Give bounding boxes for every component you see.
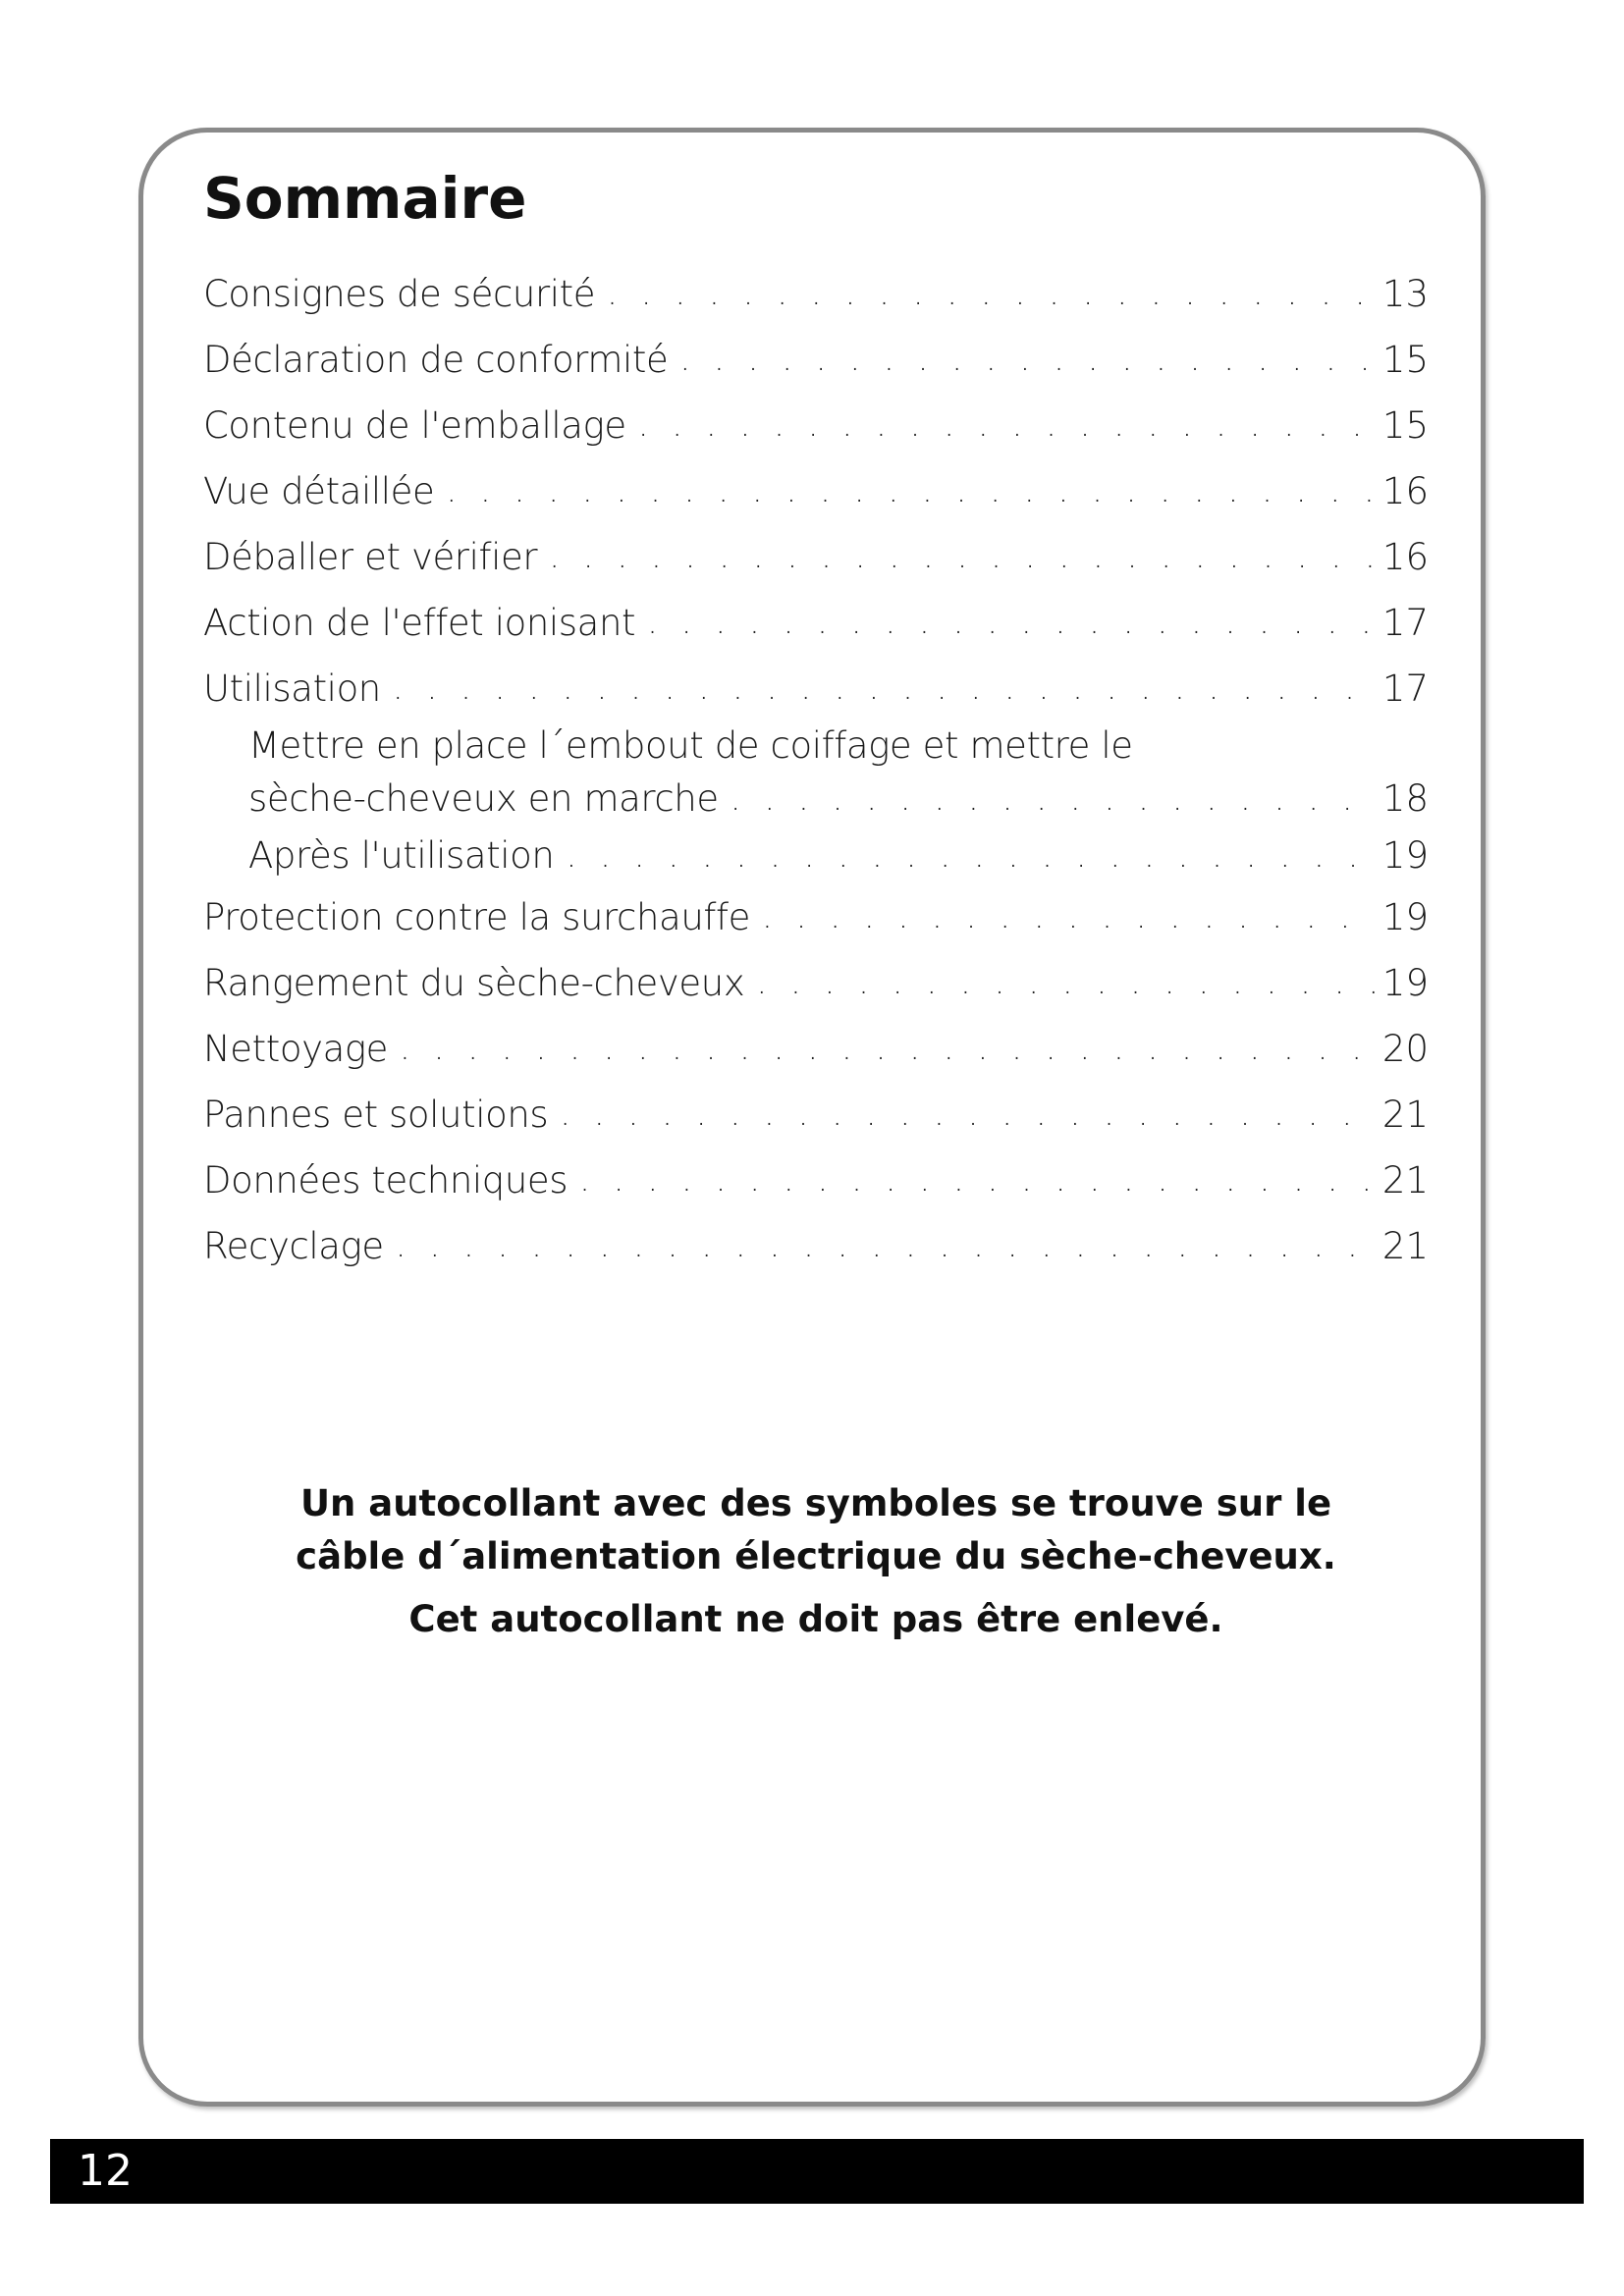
toc-entry-page: 17	[1381, 667, 1429, 710]
toc-entry[interactable]	[203, 884, 1429, 950]
toc-entry[interactable]	[203, 393, 1429, 458]
toc-entry-page: 16	[1381, 470, 1429, 512]
toc-leader-dots	[400, 1016, 1377, 1082]
toc-entry-label: Déballer et vérifier	[203, 536, 538, 578]
toc-leader-dots	[549, 524, 1377, 590]
toc-entry-page: 21	[1381, 1094, 1429, 1136]
toc-entry-page: 20	[1381, 1028, 1429, 1070]
toc-subentry-label: sèche-cheveux en marche	[248, 777, 719, 820]
toc-leader-dots	[566, 828, 1376, 884]
toc-entry-page: 18	[1381, 777, 1429, 820]
toc-entry[interactable]	[203, 458, 1429, 524]
toc-entry-page: 21	[1381, 1225, 1429, 1267]
toc-leader-dots	[607, 261, 1377, 327]
toc-entry-page: 16	[1381, 536, 1429, 578]
toc-leader-dots	[393, 656, 1377, 721]
toc-entry[interactable]	[203, 1082, 1429, 1148]
toc-leader-dots	[762, 884, 1377, 950]
toc-entry-label: Vue détaillée	[203, 470, 435, 512]
toc-entry[interactable]	[203, 327, 1429, 393]
toc-entry-label: Contenu de l'emballage	[203, 404, 626, 447]
notice-line: Un autocollant avec des symboles se trouve sur le	[299, 1482, 1332, 1524]
toc-entry-label: Recyclage	[203, 1225, 384, 1267]
toc-entry[interactable]	[203, 950, 1429, 1016]
toc-entry-label: Pannes et solutions	[203, 1094, 549, 1136]
toc-leader-dots	[647, 590, 1377, 656]
notice-line: câble d´alimentation électrique du sèche-cheveux.	[296, 1535, 1336, 1577]
toc-entry-label: Nettoyage	[203, 1028, 389, 1070]
toc-entry[interactable]	[203, 1213, 1429, 1279]
toc-leader-dots	[396, 1213, 1377, 1279]
toc-leader-dots	[731, 771, 1377, 828]
toc-entry-label: Données techniques	[203, 1159, 568, 1201]
toc-entry[interactable]	[203, 524, 1429, 590]
table-of-contents	[203, 261, 1429, 1279]
toc-entry[interactable]	[203, 1016, 1429, 1082]
toc-leader-dots	[679, 327, 1377, 393]
sticker-notice	[203, 1477, 1429, 1646]
toc-entry-label: Protection contre la surchauffe	[203, 896, 750, 938]
toc-subentry[interactable]	[203, 721, 1429, 771]
toc-entry-page: 15	[1381, 404, 1429, 447]
toc-subentry-label: Mettre en place l´embout de coiffage et mettre le	[248, 724, 1133, 767]
toc-entry-page: 17	[1381, 602, 1429, 644]
notice-line: Cet autocollant ne doit pas être enlevé.	[408, 1598, 1223, 1640]
toc-leader-dots	[638, 393, 1377, 458]
toc-entry[interactable]	[203, 656, 1429, 721]
toc-entry-page: 13	[1381, 273, 1429, 315]
toc-entry-label: Rangement du sèche-cheveux	[203, 962, 745, 1004]
page-number: 12	[78, 2146, 133, 2196]
footer-bar	[50, 2139, 1584, 2204]
toc-leader-dots	[560, 1082, 1377, 1148]
toc-entry-page: 19	[1381, 962, 1429, 1004]
toc-entry-page: 21	[1381, 1159, 1429, 1201]
toc-leader-dots	[756, 950, 1377, 1016]
toc-entry-label: Consignes de sécurité	[203, 273, 596, 315]
toc-subentry-label: Après l'utilisation	[248, 834, 555, 877]
page-title: Sommaire	[203, 165, 527, 232]
toc-entry-label: Action de l'effet ionisant	[203, 602, 636, 644]
toc-entry-page: 19	[1381, 834, 1429, 877]
toc-leader-dots	[579, 1148, 1377, 1213]
toc-entry-page: 19	[1381, 896, 1429, 938]
toc-entry-label: Utilisation	[203, 667, 381, 710]
toc-entry[interactable]	[203, 261, 1429, 327]
toc-entry[interactable]	[203, 1148, 1429, 1213]
toc-subentry[interactable]	[203, 771, 1429, 828]
toc-entry-label: Déclaration de conformité	[203, 339, 669, 381]
toc-leader-dots	[446, 458, 1377, 524]
toc-entry[interactable]	[203, 590, 1429, 656]
toc-subentry[interactable]	[203, 828, 1429, 884]
toc-entry-page: 15	[1381, 339, 1429, 381]
